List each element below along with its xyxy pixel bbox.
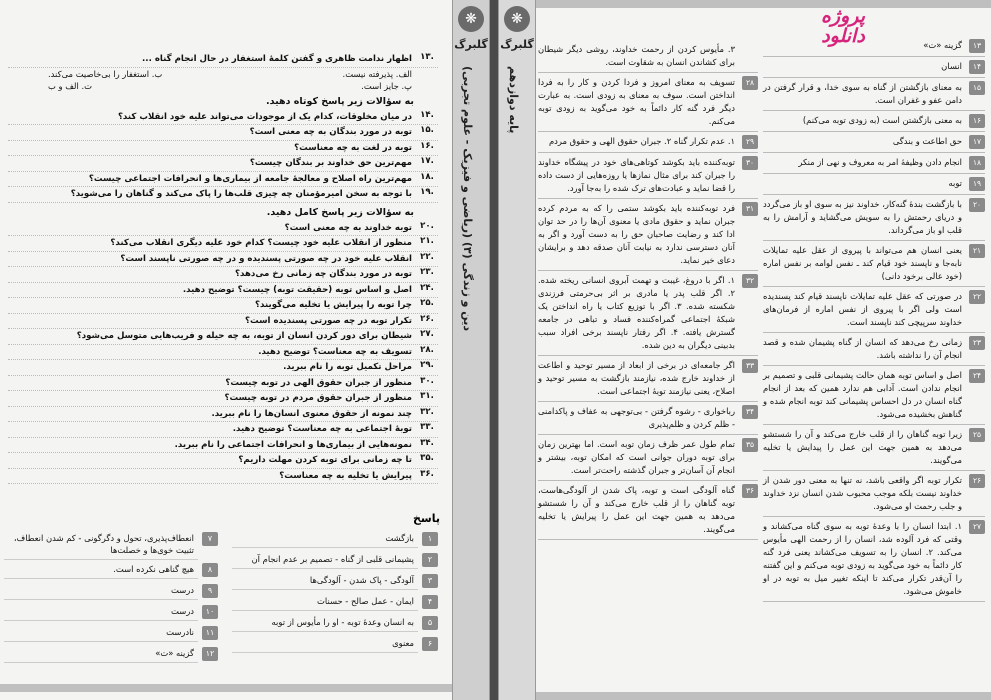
item-text: چرا توبه را پیرایش یا تخلیه می‌گویند؟	[255, 300, 412, 310]
answer-item	[232, 553, 438, 571]
item-text: انقلاب علیه خود در چه صورتی پسندیده و در چه صورتی ناپسند است؟	[120, 253, 412, 264]
short-answer-heading: به سؤالات زیر پاسخ کوتاه دهید.	[266, 95, 414, 107]
question-text: اظهار ندامت ظاهری و گفتن کلمهٔ استغفار در حال انجام گناه ...	[142, 54, 412, 64]
option-b: ب. استغفار را بی‌خاصیت می‌کند.	[48, 68, 163, 79]
question-row	[8, 422, 438, 438]
item-number: ۶	[422, 637, 438, 651]
item-text: اصل و اساس توبه همان حالت پشیمانی قلبی و تصمیم بر انجام ندادن است. آدابی هم ندارد همین که بعد از انجام گناه انسان در دل احساس پشیمانی کند توبه انجام شده و گناهش بخشیده می‌شود.	[763, 370, 962, 419]
question-row	[8, 125, 438, 141]
item-text: تسویف به چه معناست؟ توضیح دهید.	[258, 346, 412, 357]
item-number: ۲۰	[969, 198, 985, 212]
item-text: زیرا توبه گناهان را از قلب خارج می‌کند و آن را شستشو می‌دهد به همین جهت این عمل را پیدایش یا تخلیه می‌گویند.	[763, 429, 962, 465]
item-number: ۲۶.	[420, 313, 434, 324]
item-number: ۵	[422, 616, 438, 630]
item-text: منظور از جبران حقوق الهی در توبه چیست؟	[225, 377, 412, 388]
short-questions-list	[8, 110, 438, 203]
answer-item	[763, 241, 985, 287]
item-number: ۲۷	[969, 520, 985, 534]
item-text: منظور از انقلاب علیه خود چیست؟ کدام خود علیه دیگری انقلاب می‌کند؟	[110, 238, 412, 248]
item-text: به معنای بازگشتن از گناه به سوی خدا، و قرار گرفتن در دامن عفو و غفران است.	[763, 82, 962, 105]
option-d: ت. الف و ب	[48, 80, 93, 91]
question-row	[8, 187, 438, 203]
item-number: ۳۲	[742, 274, 758, 288]
question-row	[8, 110, 438, 126]
item-number: ۳۴.	[420, 437, 434, 448]
item-text: ۱. ابتدا انسان را با وعدهٔ توبه به سوی گناه می‌کشاند و وقتی که فرد آلوده شد، انسان را از رحمت الهی مأیوس می‌کند. ۲. انسان را به تسویف می‌کشاند یعنی فرد گنه کار دائماً به خود می‌گوید به زودی توبه می‌کنم و این گفتنه را آن‌قدر تکرار می‌کند تا اینکه تغییر میل به توبه در او خاموش می‌شود.	[763, 521, 962, 596]
question-row	[8, 438, 438, 454]
question-row	[8, 329, 438, 345]
item-text: انعطاف‌پذیری، تحول و دگرگونی - کم شدن انعطاف، تثبیت خوی‌ها و خصلت‌ها	[4, 532, 198, 560]
question-row	[8, 391, 438, 407]
item-text: اصل و اساس توبه (حقیقت توبه) چیست؟ توضیح دهید.	[182, 284, 412, 295]
item-number: ۳۵	[742, 438, 758, 452]
item-number: ۱	[422, 532, 438, 546]
item-text: درست	[4, 584, 198, 600]
answer-item	[763, 517, 985, 602]
item-text: انجام دادن وظیفهٔ امر به معروف و نهی از منکر	[798, 157, 962, 167]
item-text: توبه در مورد بندگان چه زمانی رخ می‌دهد؟	[235, 269, 412, 279]
book-logo-icon: ❋	[458, 6, 484, 32]
answer-item	[232, 637, 438, 655]
question-row	[8, 156, 438, 172]
item-text: گناه آلودگی است و توبه، پاک شدن از آلودگی‌هاست، توبه گناهان را از قلب خارج می‌کند و آن را شستشو می‌دهد به همین جهت این عمل را پیرایش یا تخلیه می‌گویند.	[538, 485, 735, 534]
question-row	[8, 453, 438, 469]
answer-item	[763, 471, 985, 517]
answer-item	[538, 356, 758, 402]
item-number: ۲۸.	[420, 344, 434, 355]
item-number: ۱۹.	[420, 187, 434, 197]
item-text: نمونه‌هایی از بیماری‌ها و انحرافات اجتماعی را نام ببرید.	[174, 439, 412, 450]
item-text: مهم‌ترین راه اصلاح و معالجهٔ جامعه از بیماری‌ها و انحرافات اجتماعی چیست؟	[88, 173, 412, 184]
item-number: ۹	[202, 584, 218, 598]
item-number: ۳۲.	[420, 406, 434, 417]
answer-item	[538, 132, 758, 153]
answer-item	[538, 40, 758, 73]
answer-item	[232, 574, 438, 592]
item-number: ۲۰.	[420, 220, 434, 231]
bottom-band	[0, 684, 490, 692]
question-row	[8, 52, 438, 68]
item-number: ۱۶.	[420, 140, 434, 151]
item-text: ربا‌خواری - رشوه گرفتن - بی‌توجهی به عفاف و پاکدامنی - ظلم کردن و ظلم‌پذیری	[538, 406, 735, 429]
item-text: بازگشت	[232, 532, 418, 548]
item-text: با توجه به سخن امیرمؤمنان چه چیزی قلب‌ها را پاک می‌کند و گناهان را می‌شوید؟	[70, 189, 412, 199]
bottom-band	[498, 692, 991, 700]
question-row	[8, 267, 438, 283]
item-text: پیرایش یا تخلیه به چه معناست؟	[279, 470, 412, 481]
item-text: یعنی انسان هم می‌تواند با پیروی از عقل علیه تمایلات نابه‌جا و ناپسند خود قیام کند ـ نفس لوامه بر نفس اماره (خود عالی برخود دانی)	[763, 245, 962, 281]
item-text: تسویف به معنای امروز و فردا کردن و کار را به فردا انداختن است. سوف به معنای به زودی است. به عبارت دیگر فرد گنه کار دائماً به خود می‌گوید به زودی توبه می‌کنم.	[538, 77, 735, 126]
item-number: ۱۸	[969, 156, 985, 170]
answers-middle-column	[538, 40, 758, 540]
answer-item	[538, 435, 758, 481]
item-text: توبه در لغت به چه معناست؟	[294, 142, 412, 153]
item-text: توبه	[948, 178, 962, 188]
tab-brand: گلبرگ	[500, 38, 534, 51]
item-text: زمانی رخ می‌دهد که انسان از گناه پشیمان شده و قصد انجام آن را نداشته باشد.	[763, 337, 962, 360]
question-row	[8, 314, 438, 330]
side-tab	[452, 0, 490, 700]
options-row	[8, 68, 438, 80]
tab-grade: پایه دوازدهم	[507, 66, 520, 134]
item-text: گزینه «ت»	[4, 647, 198, 663]
item-text: درست	[4, 605, 198, 621]
logo-line2: دانلود	[821, 25, 865, 47]
answer-item	[232, 616, 438, 634]
item-number: ۴	[422, 595, 438, 609]
answer-item	[763, 57, 985, 78]
answer-item	[763, 174, 985, 195]
item-text: ایمان - عمل صالح - حسنات	[232, 595, 418, 611]
question-row	[8, 172, 438, 188]
item-text: ۱. اگر با دروغ، غیبت و تهمت آبروی انسانی ریخته شده. ۲. اگر قلب پدر یا مادری بر اثر بی‌حرمتی فرزندی شکسته شده. ۳. اگر با توزیع کتاب یا راه انداختن یک شبکهٔ اجتماعی گمراه‌کننده فساد و تباهی در جامعه گسترش یافته. ۴. اگر رفتار ناپسند برخی افراد سبب بدبینی دیگران به دین شده.	[538, 275, 735, 350]
answer-item	[763, 333, 985, 366]
item-text: توبه‌کننده باید بکوشد کوتاهی‌های خود در پیشگاه خداوند را جبران کند برای مثال نمازها یا روزه‌هایی از دست داده را قضا نماید و عبادت‌های ترک شده را به‌جا آورد.	[538, 157, 735, 193]
answer-item	[538, 402, 758, 435]
item-text: مراحل تکمیل توبه را نام ببرید.	[283, 362, 412, 372]
item-text: پشیمانی قلبی از گناه - تصمیم بر عدم انجام آن	[232, 553, 418, 569]
question-row	[8, 360, 438, 376]
answer-item	[538, 481, 758, 540]
item-text: توبهٔ اجتماعی به چه معناست؟ توضیح دهید.	[232, 424, 412, 434]
item-number: ۸	[202, 563, 218, 577]
side-tab	[498, 0, 536, 700]
item-number: ۱۴	[969, 60, 985, 74]
item-number: ۳۵.	[420, 453, 434, 463]
item-number: ۱۴.	[420, 109, 434, 120]
question-row	[8, 298, 438, 314]
item-text: تمام طول عمر ظرف زمان توبه است. اما بهترین زمان برای توبه دوران جوانی است که امکان توبه، بیشتر و انجام آن آسان‌تر و جبران گذشته راحت‌تر است.	[538, 439, 735, 475]
item-number: ۱۱	[202, 626, 218, 640]
answer-item	[763, 36, 985, 57]
tab-subject: دین و زندگی (۳) (ریاضی و فیزیک - علوم تجربی)	[461, 66, 474, 331]
item-number: ۱۳	[969, 39, 985, 53]
item-text: منظور از جبران حقوق مردم در توبه چیست؟	[224, 393, 412, 403]
answers-column-left	[4, 532, 218, 668]
item-number: ۲۵	[969, 428, 985, 442]
item-number: ۳۱.	[420, 391, 434, 401]
answer-item	[763, 425, 985, 471]
answer-item	[763, 195, 985, 241]
item-text: در میان مخلوقات، کدام یک از موجودات می‌تواند علیه خود انقلاب کند؟	[117, 111, 412, 122]
item-number: ۲۸	[742, 76, 758, 90]
answers-right-column	[763, 36, 985, 602]
item-number: ۳۴	[742, 405, 758, 419]
item-number: ۲۲.	[420, 251, 434, 262]
tab-brand: گلبرگ	[454, 38, 488, 51]
item-text: مهم‌ترین حق خداوند بر بندگان چیست؟	[249, 158, 412, 168]
answer-item	[4, 647, 218, 665]
item-text: هیچ گناهی نکرده است.	[4, 563, 198, 579]
item-number: ۲۷.	[420, 329, 434, 339]
right-page	[498, 0, 991, 700]
answer-item	[4, 584, 218, 602]
option-c: پ. جایز است.	[361, 80, 412, 91]
long-answer-heading: به سؤالات زیر پاسخ کامل دهید.	[266, 206, 414, 218]
item-number: ۲۳	[969, 336, 985, 350]
item-text: در صورتی که عقل علیه تمایلات ناپسند قیام کند پسندیده است ولی اگر با پیروی از نفس اماره از فرمان‌های خداوند سرپیچی کند ناپسند است.	[763, 291, 962, 327]
item-text: ۱. عدم تکرار گناه ۲. جبران حقوق الهی و حقوق مردم	[549, 136, 735, 146]
item-number: ۷	[202, 532, 218, 546]
item-text: توبه در مورد بندگان به چه معنی است؟	[249, 127, 412, 137]
item-number: ۲۹	[742, 135, 758, 149]
question-row	[8, 283, 438, 299]
question-row	[8, 469, 438, 485]
item-number: ۲۳.	[420, 267, 434, 277]
answer-item	[4, 605, 218, 623]
item-number: ۳۰.	[420, 375, 434, 386]
item-number: ۳۶	[742, 484, 758, 498]
answer-item	[4, 626, 218, 644]
answer-item	[763, 78, 985, 111]
item-number: ۳۰	[742, 156, 758, 170]
item-number: ۱۷.	[420, 156, 434, 166]
item-number: ۳۶.	[420, 468, 434, 479]
item-number: ۱۹	[969, 177, 985, 191]
item-number: ۲۱	[969, 244, 985, 258]
item-number: ۳۱	[742, 202, 758, 216]
item-number: ۲۴.	[420, 282, 434, 293]
item-number: ۱۷	[969, 135, 985, 149]
item-text: تکرار توبه اگر واقعی باشد، نه تنها به معنی دور شدن از خداوند نیست بلکه موجب محبوب شدن انسان نزد خداوند و جلب رحمت او می‌شود.	[763, 475, 962, 511]
item-text: تکرار توبه در چه صورتی پسندیده است؟	[245, 315, 412, 326]
item-text: با بازگشت بندهٔ گنه‌کار، خداوند نیز به سوی او باز می‌گردد و دریای رحمتش را به سویش می‌گشاید و آرامش را به قلب او باز می‌گرداند.	[763, 199, 962, 235]
item-text: انسان	[941, 61, 962, 71]
long-questions-list	[8, 221, 438, 485]
answer-item	[763, 287, 985, 333]
item-text: آلودگی - پاک شدن - آلودگی‌ها	[232, 574, 418, 590]
answers-title: پاسخ	[412, 512, 440, 525]
answer-item	[538, 73, 758, 132]
item-text: ۳. مأیوس کردن از رحمت خداوند، روشی دیگر شیطان برای کشاندن انسان به شقاوت است.	[538, 44, 735, 67]
item-number: ۱۵	[969, 81, 985, 95]
left-page	[0, 0, 490, 700]
item-text: گزینه «ت»	[923, 40, 962, 50]
answer-item	[763, 132, 985, 153]
answers-column-right	[232, 532, 438, 658]
item-text: شیطان برای دور کردن انسان از توبه، به چه حیله و فریب‌هایی متوسل می‌شود؟	[76, 331, 412, 341]
item-number: ۳۳	[742, 359, 758, 373]
answer-item	[538, 199, 758, 271]
item-number: ۳	[422, 574, 438, 588]
item-number: ۲۶	[969, 474, 985, 488]
answer-item	[538, 271, 758, 356]
item-text: تا چه زمانی برای توبه کردن مهلت داریم؟	[238, 455, 412, 465]
answer-item	[4, 532, 218, 560]
item-number: ۲۵.	[420, 298, 434, 308]
question-row	[8, 376, 438, 392]
question-row	[8, 345, 438, 361]
item-number: ۲۲	[969, 290, 985, 304]
book-logo-icon: ❋	[504, 6, 530, 32]
item-number: ۱۶	[969, 114, 985, 128]
questions-block	[8, 52, 438, 484]
question-row	[8, 221, 438, 237]
answer-item	[538, 153, 758, 199]
item-number: ۱۰	[202, 605, 218, 619]
question-row	[8, 407, 438, 423]
question-number: ۱۳.	[420, 52, 434, 62]
answer-item	[232, 532, 438, 550]
item-text: نادرست	[4, 626, 198, 642]
answer-item	[763, 366, 985, 425]
item-number: ۱۲	[202, 647, 218, 661]
item-text: چند نمونه از حقوق معنوی انسان‌ها را نام ببرید.	[211, 408, 412, 419]
top-band	[498, 0, 991, 8]
item-text: توبه خداوند به چه معنی است؟	[284, 222, 412, 233]
question-row	[8, 141, 438, 157]
question-row	[8, 252, 438, 268]
logo-line1: پروژه	[820, 5, 866, 27]
answer-item	[232, 595, 438, 613]
item-text: حق اطاعت و بندگی	[892, 136, 962, 146]
question-row	[8, 236, 438, 252]
item-number: ۲۴	[969, 369, 985, 383]
item-text: به انسان وعدهٔ توبه - او را مأیوس از توبه	[232, 616, 418, 632]
item-number: ۳۳.	[420, 422, 434, 432]
item-number: ۱۵.	[420, 125, 434, 135]
item-text: اگر جامعه‌ای در برخی از ابعاد از مسیر توحید و اطاعت از خداوند خارج شده، نیازمند بازگشت به مسیر توحید و اصلاح، یعنی نیازمند توبهٔ اجتماعی است.	[538, 360, 735, 396]
answer-item	[4, 563, 218, 581]
item-text: فرد توبه‌کننده باید بکوشد ستمی را که به مردم کرده جبران نماید و حقوق مادی یا معنوی آن‌ها را در حد توان ادا کند و رضایت صاحبان حق را به دست آورد و اگر به آنان دسترسی ندارد به نیابت آنان صدقه دهد و برایشان دعای خیر نماید.	[538, 203, 735, 265]
item-number: ۲	[422, 553, 438, 567]
item-number: ۲۹.	[420, 360, 434, 370]
answer-item	[763, 153, 985, 174]
item-number: ۱۸.	[420, 171, 434, 182]
item-number: ۲۱.	[420, 236, 434, 246]
option-a: الف. پذیرفته نیست.	[342, 68, 412, 79]
options-row	[8, 80, 438, 92]
item-text: به معنی بازگشتن است (به زودی توبه می‌کنم)	[802, 115, 962, 125]
answer-item	[763, 111, 985, 132]
item-text: معنوی	[232, 637, 418, 653]
